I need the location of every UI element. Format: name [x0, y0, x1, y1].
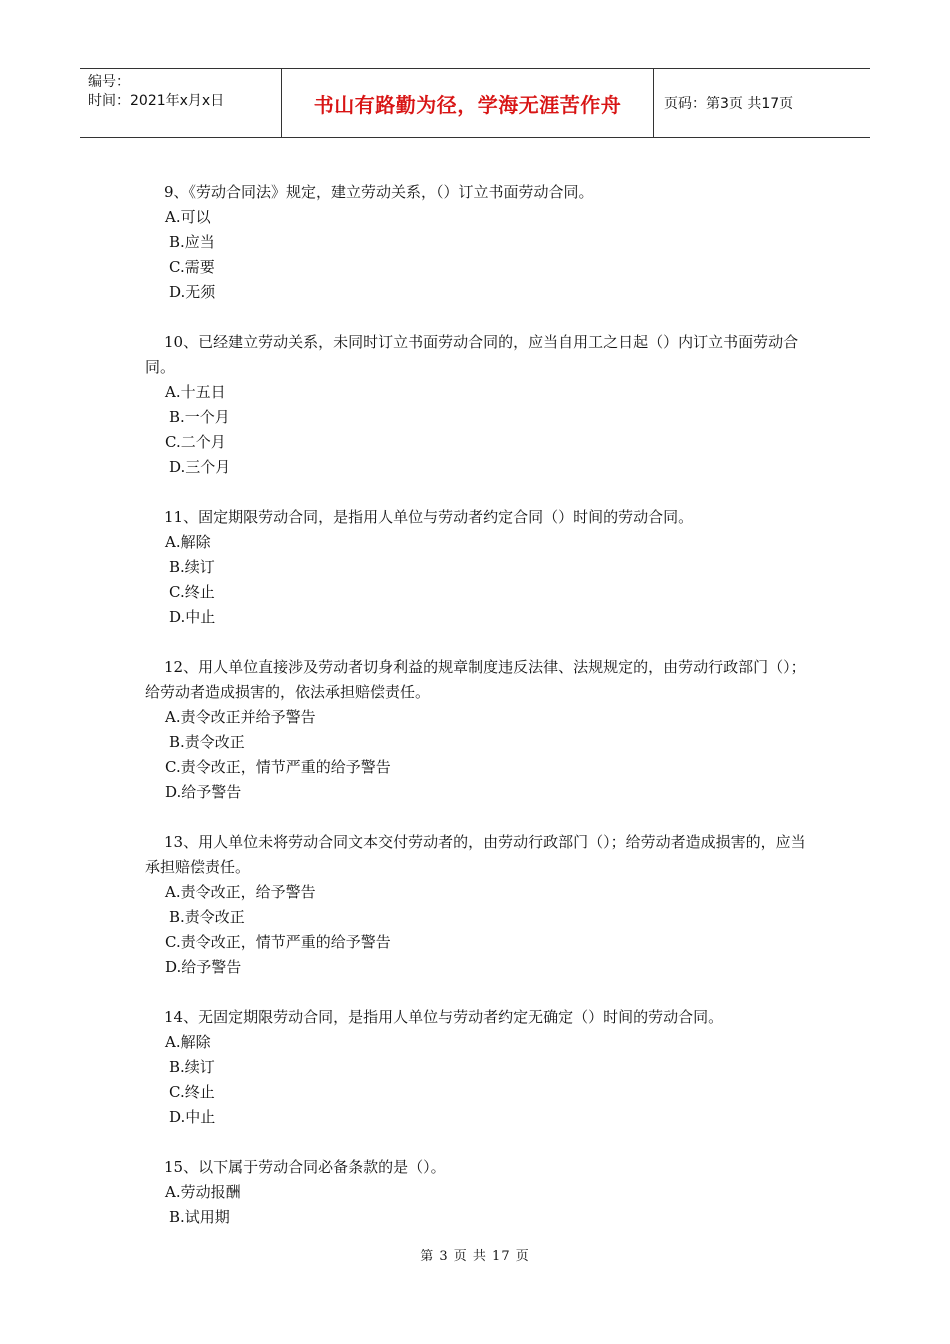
question-item — [145, 655, 815, 805]
question-item — [145, 1155, 815, 1230]
option-a: A.解除 — [165, 533, 211, 551]
question-text: 11、固定期限劳动合同，是指用人单位与劳动者约定合同（）时间的劳动合同。 — [164, 508, 694, 526]
option-b: B.责令改正 — [169, 733, 245, 751]
document-number-label: 编号： — [88, 74, 130, 90]
option-c: C.需要 — [169, 258, 215, 276]
option-d: D.中止 — [169, 608, 216, 626]
option-b: B.试用期 — [169, 1208, 230, 1226]
option-d: D.中止 — [169, 1108, 216, 1126]
option-c: C.二个月 — [165, 433, 226, 451]
option-b: B.应当 — [169, 233, 215, 251]
motto-text: 书山有路勤为径，学海无涯苦作舟 — [313, 92, 622, 117]
option-b: B.续订 — [169, 1058, 215, 1076]
question-text: 12、用人单位直接涉及劳动者切身利益的规章制度违反法律、法规规定的，由劳动行政部门（）；给劳动者造成损害的，依法承担赔偿责任。 — [145, 658, 806, 701]
option-c: C.责令改正，情节严重的给予警告 — [165, 933, 391, 951]
option-d: D.给予警告 — [165, 958, 242, 976]
question-text: 15、以下属于劳动合同必备条款的是（）。 — [164, 1158, 446, 1176]
option-a: A.劳动报酬 — [165, 1183, 241, 1201]
page-footer: 第 3 页 共 17 页 — [420, 1249, 530, 1264]
option-b: B.责令改正 — [169, 908, 245, 926]
question-list — [145, 180, 815, 1255]
option-c: C.责令改正，情节严重的给予警告 — [165, 758, 391, 776]
question-item — [145, 505, 815, 630]
question-item — [145, 830, 815, 980]
option-d: D.无须 — [169, 283, 216, 301]
header-page-cell — [654, 69, 870, 137]
question-item — [145, 180, 815, 305]
option-b: B.续订 — [169, 558, 215, 576]
option-a: A.责令改正并给予警告 — [165, 708, 316, 726]
option-d: D.三个月 — [169, 458, 231, 476]
question-text: 10、已经建立劳动关系，未同时订立书面劳动合同的，应当自用工之日起（）内订立书面劳动合同。 — [145, 333, 799, 376]
option-c: C.终止 — [169, 1083, 215, 1101]
option-a: A.解除 — [165, 1033, 211, 1051]
option-a: A.责令改正，给予警告 — [165, 883, 316, 901]
header-page-label: 页码：第3页 共17页 — [664, 96, 794, 112]
option-a: A.可以 — [165, 208, 211, 226]
header-motto-cell — [282, 69, 654, 137]
question-text: 13、用人单位未将劳动合同文本交付劳动者的，由劳动行政部门（）；给劳动者造成损害的，应当承担赔偿责任。 — [145, 833, 806, 876]
page-header — [80, 68, 870, 138]
option-b: B.一个月 — [169, 408, 230, 426]
question-text: 9、《劳动合同法》规定，建立劳动关系，（）订立书面劳动合同。 — [164, 183, 594, 201]
header-info-cell — [80, 69, 282, 137]
question-item — [145, 330, 815, 480]
option-a: A.十五日 — [165, 383, 226, 401]
question-text: 14、无固定期限劳动合同，是指用人单位与劳动者约定无确定（）时间的劳动合同。 — [164, 1008, 724, 1026]
document-time-label: 时间：2021年x月x日 — [88, 93, 225, 109]
option-c: C.终止 — [169, 583, 215, 601]
option-d: D.给予警告 — [165, 783, 242, 801]
question-item — [145, 1005, 815, 1130]
